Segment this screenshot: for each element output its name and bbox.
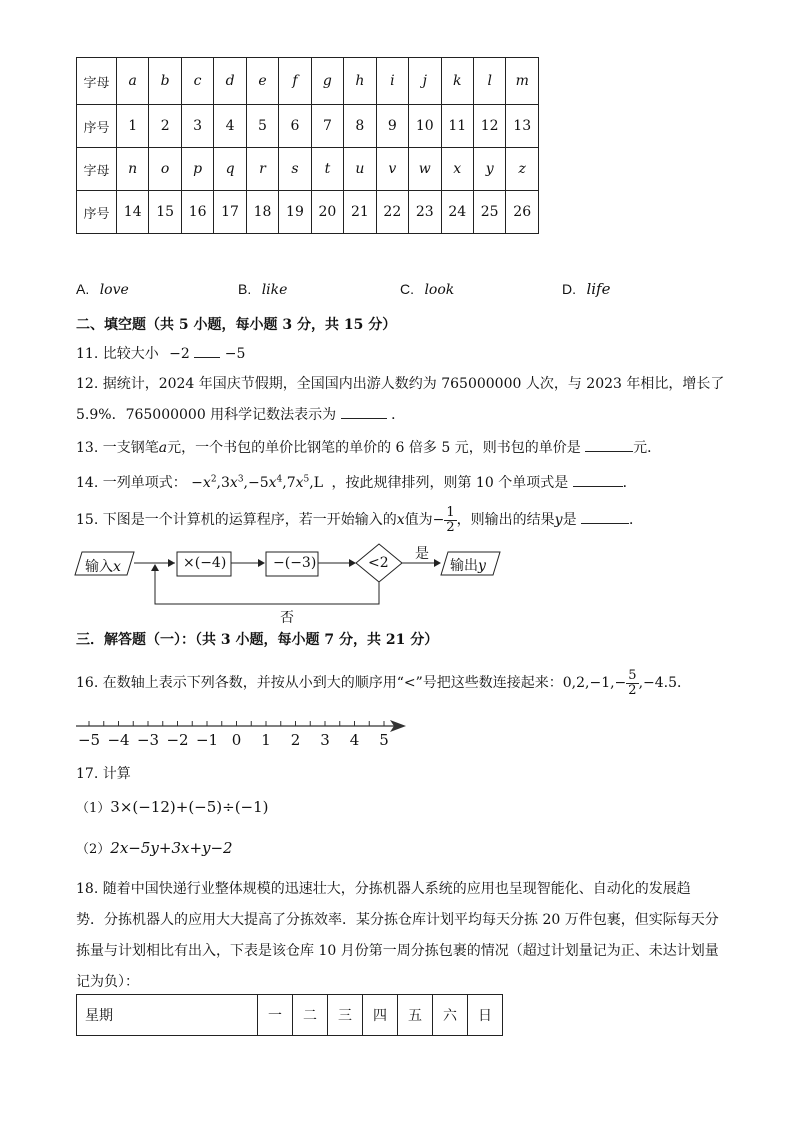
letter-table-row (77, 105, 539, 148)
letter-table-row (77, 191, 539, 234)
letter-table-cell: 13 (506, 105, 539, 148)
q15-blank[interactable] (581, 522, 629, 524)
letter-table-cell: p (181, 148, 213, 191)
q18-line2: 势．分拣机器人的应用大大提高了分拣效率．某分拣仓库计划平均每天分拣 20 万件包裹，但实际每天分 (76, 912, 719, 928)
letter-table-cell: b (149, 58, 181, 105)
q15-yvar: y (554, 512, 563, 528)
q17-part1-expr: 3×(−12)+(−5)÷(−1) (110, 798, 269, 816)
flow-arrowhead-3 (349, 559, 356, 567)
letter-table-cell: x (441, 148, 473, 191)
q14-blank[interactable] (573, 485, 623, 487)
letter-table-cell: 7 (311, 105, 343, 148)
option-b-letter: B. (238, 281, 252, 297)
q11-left: −2 (169, 346, 190, 362)
q14-post: ，按此规律排列，则第 10 个单项式是 (331, 475, 569, 491)
letter-table-cell: 25 (473, 191, 505, 234)
letter-table-cell: h (344, 58, 376, 105)
letter-table-cell: o (149, 148, 181, 191)
letter-table-cell: 12 (473, 105, 505, 148)
q12-line2 (76, 404, 405, 424)
option-c-word: look (424, 282, 455, 298)
option-b-word: like (261, 282, 288, 298)
letter-table-cell: c (181, 58, 213, 105)
letter-table-cell: f (279, 58, 311, 105)
q11-text: 11. 比较大小 (76, 346, 159, 362)
letter-table-cell: v (376, 148, 408, 191)
q15 (76, 503, 643, 537)
option-c-letter: C. (400, 281, 414, 297)
q15-pre: 15. 下图是一个计算机的运算程序，若一开始输入的 (76, 512, 397, 528)
week-table-label: 星期 (77, 995, 258, 1036)
number-line-label: −1 (195, 731, 219, 749)
letter-table-row-label: 序号 (77, 105, 117, 148)
week-table-day: 日 (468, 995, 503, 1036)
q11-blank[interactable] (194, 356, 220, 358)
letter-table (76, 57, 539, 234)
week-table-day: 三 (328, 995, 363, 1036)
flow-condition: <2 (368, 555, 389, 571)
q13 (76, 437, 661, 457)
letter-table-cell: 1 (116, 105, 148, 148)
option-d[interactable] (562, 280, 610, 298)
number-line-label: 2 (290, 731, 301, 749)
number-line-label: 4 (349, 731, 360, 749)
q12-end: ． (391, 407, 406, 423)
letter-table-cell: 15 (149, 191, 181, 234)
letter-table-cell: 16 (181, 191, 213, 234)
letter-table-cell: 10 (409, 105, 441, 148)
letter-table-cell: i (376, 58, 408, 105)
q18-line1: 18. 随着中国快递行业整体规模的迅速壮大，分拣机器人系统的应用也呈现智能化、自动化的发展趋 (76, 881, 691, 897)
letter-table-cell: 21 (344, 191, 376, 234)
flow-output (450, 555, 486, 575)
flow-output-var: y (478, 558, 486, 574)
letter-table-cell: 24 (441, 191, 473, 234)
letter-table-cell: g (311, 58, 343, 105)
letter-table-cell: 6 (279, 105, 311, 148)
number-line-label: −2 (166, 731, 189, 749)
number-line-label: 1 (261, 731, 271, 749)
letter-table-cell: l (473, 58, 505, 105)
letter-table-cell: d (214, 58, 246, 105)
number-line-label: 3 (320, 731, 330, 749)
letter-table-row-label: 序号 (77, 191, 117, 234)
q15-numerator: 1 (446, 504, 455, 520)
letter-table-cell: j (409, 58, 441, 105)
week-table-day: 五 (398, 995, 433, 1036)
q15-post: ，则输出的结果 (456, 512, 555, 528)
week-table-row (77, 995, 503, 1036)
number-line-label: 0 (231, 731, 242, 749)
q15-fraction (444, 506, 456, 534)
flow-output-label: 输出 (450, 558, 478, 574)
section2-heading: 二、填空题（共 5 小题，每小题 3 分，共 15 分） (76, 317, 397, 333)
q17-title: 17. 计算 (76, 766, 131, 782)
q18-line3: 拣量与计划相比有出入，下表是该仓库 10 月份第一周分拣包裹的情况（超过计划量记为正、未达计划量 (76, 943, 719, 959)
letter-table-cell: 22 (376, 191, 408, 234)
number-line-label: 5 (379, 731, 389, 749)
q15-minus: − (432, 512, 445, 528)
flow-yes-label: 是 (415, 546, 429, 562)
letter-table-cell: 23 (409, 191, 441, 234)
letter-table-row-label: 字母 (77, 148, 117, 191)
week-table-day: 一 (258, 995, 293, 1036)
q16-denominator: 2 (628, 682, 637, 698)
letter-table-cell: s (279, 148, 311, 191)
letter-table-cell: 9 (376, 105, 408, 148)
option-c[interactable] (400, 281, 454, 298)
q18-line4: 记为负）： (76, 974, 139, 990)
q15-denominator: 2 (446, 519, 455, 535)
q16-tail: ,−4.5． (638, 675, 692, 691)
q13-end: 元． (633, 440, 662, 456)
flow-arrowhead-yes (434, 559, 441, 567)
q13-post: 元，一个书包的单价比钢笔的单价的 6 倍多 5 元，则书包的单价是 (167, 440, 581, 456)
option-b[interactable] (238, 281, 287, 298)
letter-table-cell: 2 (149, 105, 181, 148)
letter-table-cell: 19 (279, 191, 311, 234)
week-table-day: 六 (433, 995, 468, 1036)
letter-table-cell: a (116, 58, 148, 105)
number-line-label: −3 (136, 731, 160, 749)
letter-table-cell: 4 (214, 105, 246, 148)
letter-table-cell: 20 (311, 191, 343, 234)
letter-table-cell: w (409, 148, 441, 191)
letter-table-cell: k (441, 58, 473, 105)
option-a-word: love (99, 282, 129, 298)
q13-pre: 13. 一支钢笔 (76, 440, 159, 456)
q15-end: ． (629, 512, 644, 528)
number-line-label: −4 (107, 731, 130, 749)
q12-line2-text: 5.9%．765000000 用科学记数法表示为 (76, 407, 337, 423)
q14-end: ． (622, 475, 637, 491)
option-d-letter: D. (562, 281, 576, 297)
flow-input-label: 输入 (85, 559, 113, 575)
q11 (76, 343, 245, 363)
letter-table-cell: 5 (246, 105, 278, 148)
letter-table-row-label: 字母 (77, 58, 117, 105)
flow-op1: ×(−4) (183, 555, 227, 571)
number-line-label: −5 (77, 731, 101, 749)
q17-part2 (76, 838, 233, 857)
letter-table-cell: z (506, 148, 539, 191)
option-a-letter: A. (76, 281, 90, 297)
flow-input (85, 556, 121, 576)
q14-pre: 14. 一列单项式： (76, 475, 187, 491)
flowchart (0, 540, 794, 640)
letter-table-cell: 8 (344, 105, 376, 148)
q12-line1: 12. 据统计，2024 年国庆节假期，全国国内出游人数约为 765000000 人次，与 2023 年相比，增长了 (76, 376, 725, 392)
q16-numerator: 5 (628, 667, 637, 683)
letter-table-row (77, 58, 539, 105)
flow-op2: −(−3) (273, 555, 317, 571)
week-table-day: 四 (363, 995, 398, 1036)
letter-table-cell: t (311, 148, 343, 191)
q17-part2-expr: 2x−5y+3x+y−2 (110, 839, 233, 857)
q13-var: a (158, 440, 168, 456)
q16 (76, 664, 691, 702)
q13-blank[interactable] (585, 450, 633, 452)
q14-sequence: $-x^2,3x^3,-5x^4,7x^5,L$ (191, 474, 324, 491)
option-d-word: life (586, 280, 611, 298)
q17-part1-label: （1） (76, 801, 111, 816)
q15-xvar: x (396, 512, 405, 528)
q12-blank[interactable] (341, 417, 387, 419)
letter-table-cell: q (214, 148, 246, 191)
flow-input-var: x (113, 559, 121, 575)
q15-mid: 值为 (404, 512, 433, 528)
q17-part2-label: （2） (76, 842, 111, 857)
week-table (76, 994, 503, 1036)
flow-arrowhead-1 (168, 559, 175, 567)
letter-table-cell: y (473, 148, 505, 191)
letter-table-cell: 11 (441, 105, 473, 148)
letter-table-cell: 17 (214, 191, 246, 234)
flow-loop-line (155, 566, 379, 604)
letter-table-cell: 18 (246, 191, 278, 234)
section3-heading: 三．解答题（一）：（共 3 小题，每小题 7 分，共 21 分） (76, 632, 439, 648)
letter-table-cell: 14 (116, 191, 148, 234)
letter-table-cell: u (344, 148, 376, 191)
letter-table-cell: n (116, 148, 148, 191)
q14 (76, 472, 637, 492)
q16-text: 16. 在数轴上表示下列各数，并按从小到大的顺序用“<”号把这些数连接起来：0,2,−1,− (76, 675, 627, 691)
q17-part1 (76, 797, 269, 816)
letter-table-cell: 26 (506, 191, 539, 234)
letter-table-cell: m (506, 58, 539, 105)
week-table-day: 二 (293, 995, 328, 1036)
letter-table-cell: e (246, 58, 278, 105)
q11-right: −5 (224, 346, 246, 362)
letter-table-row (77, 148, 539, 191)
letter-table-cell: 3 (181, 105, 213, 148)
flow-no-label: 否 (280, 610, 294, 626)
q16-fraction (626, 669, 638, 697)
flow-arrowhead-2 (258, 559, 265, 567)
q15-post2: 是 (562, 512, 577, 528)
letter-table-cell: r (246, 148, 278, 191)
option-a[interactable] (76, 281, 129, 298)
flow-loop-arrowhead (151, 564, 159, 571)
